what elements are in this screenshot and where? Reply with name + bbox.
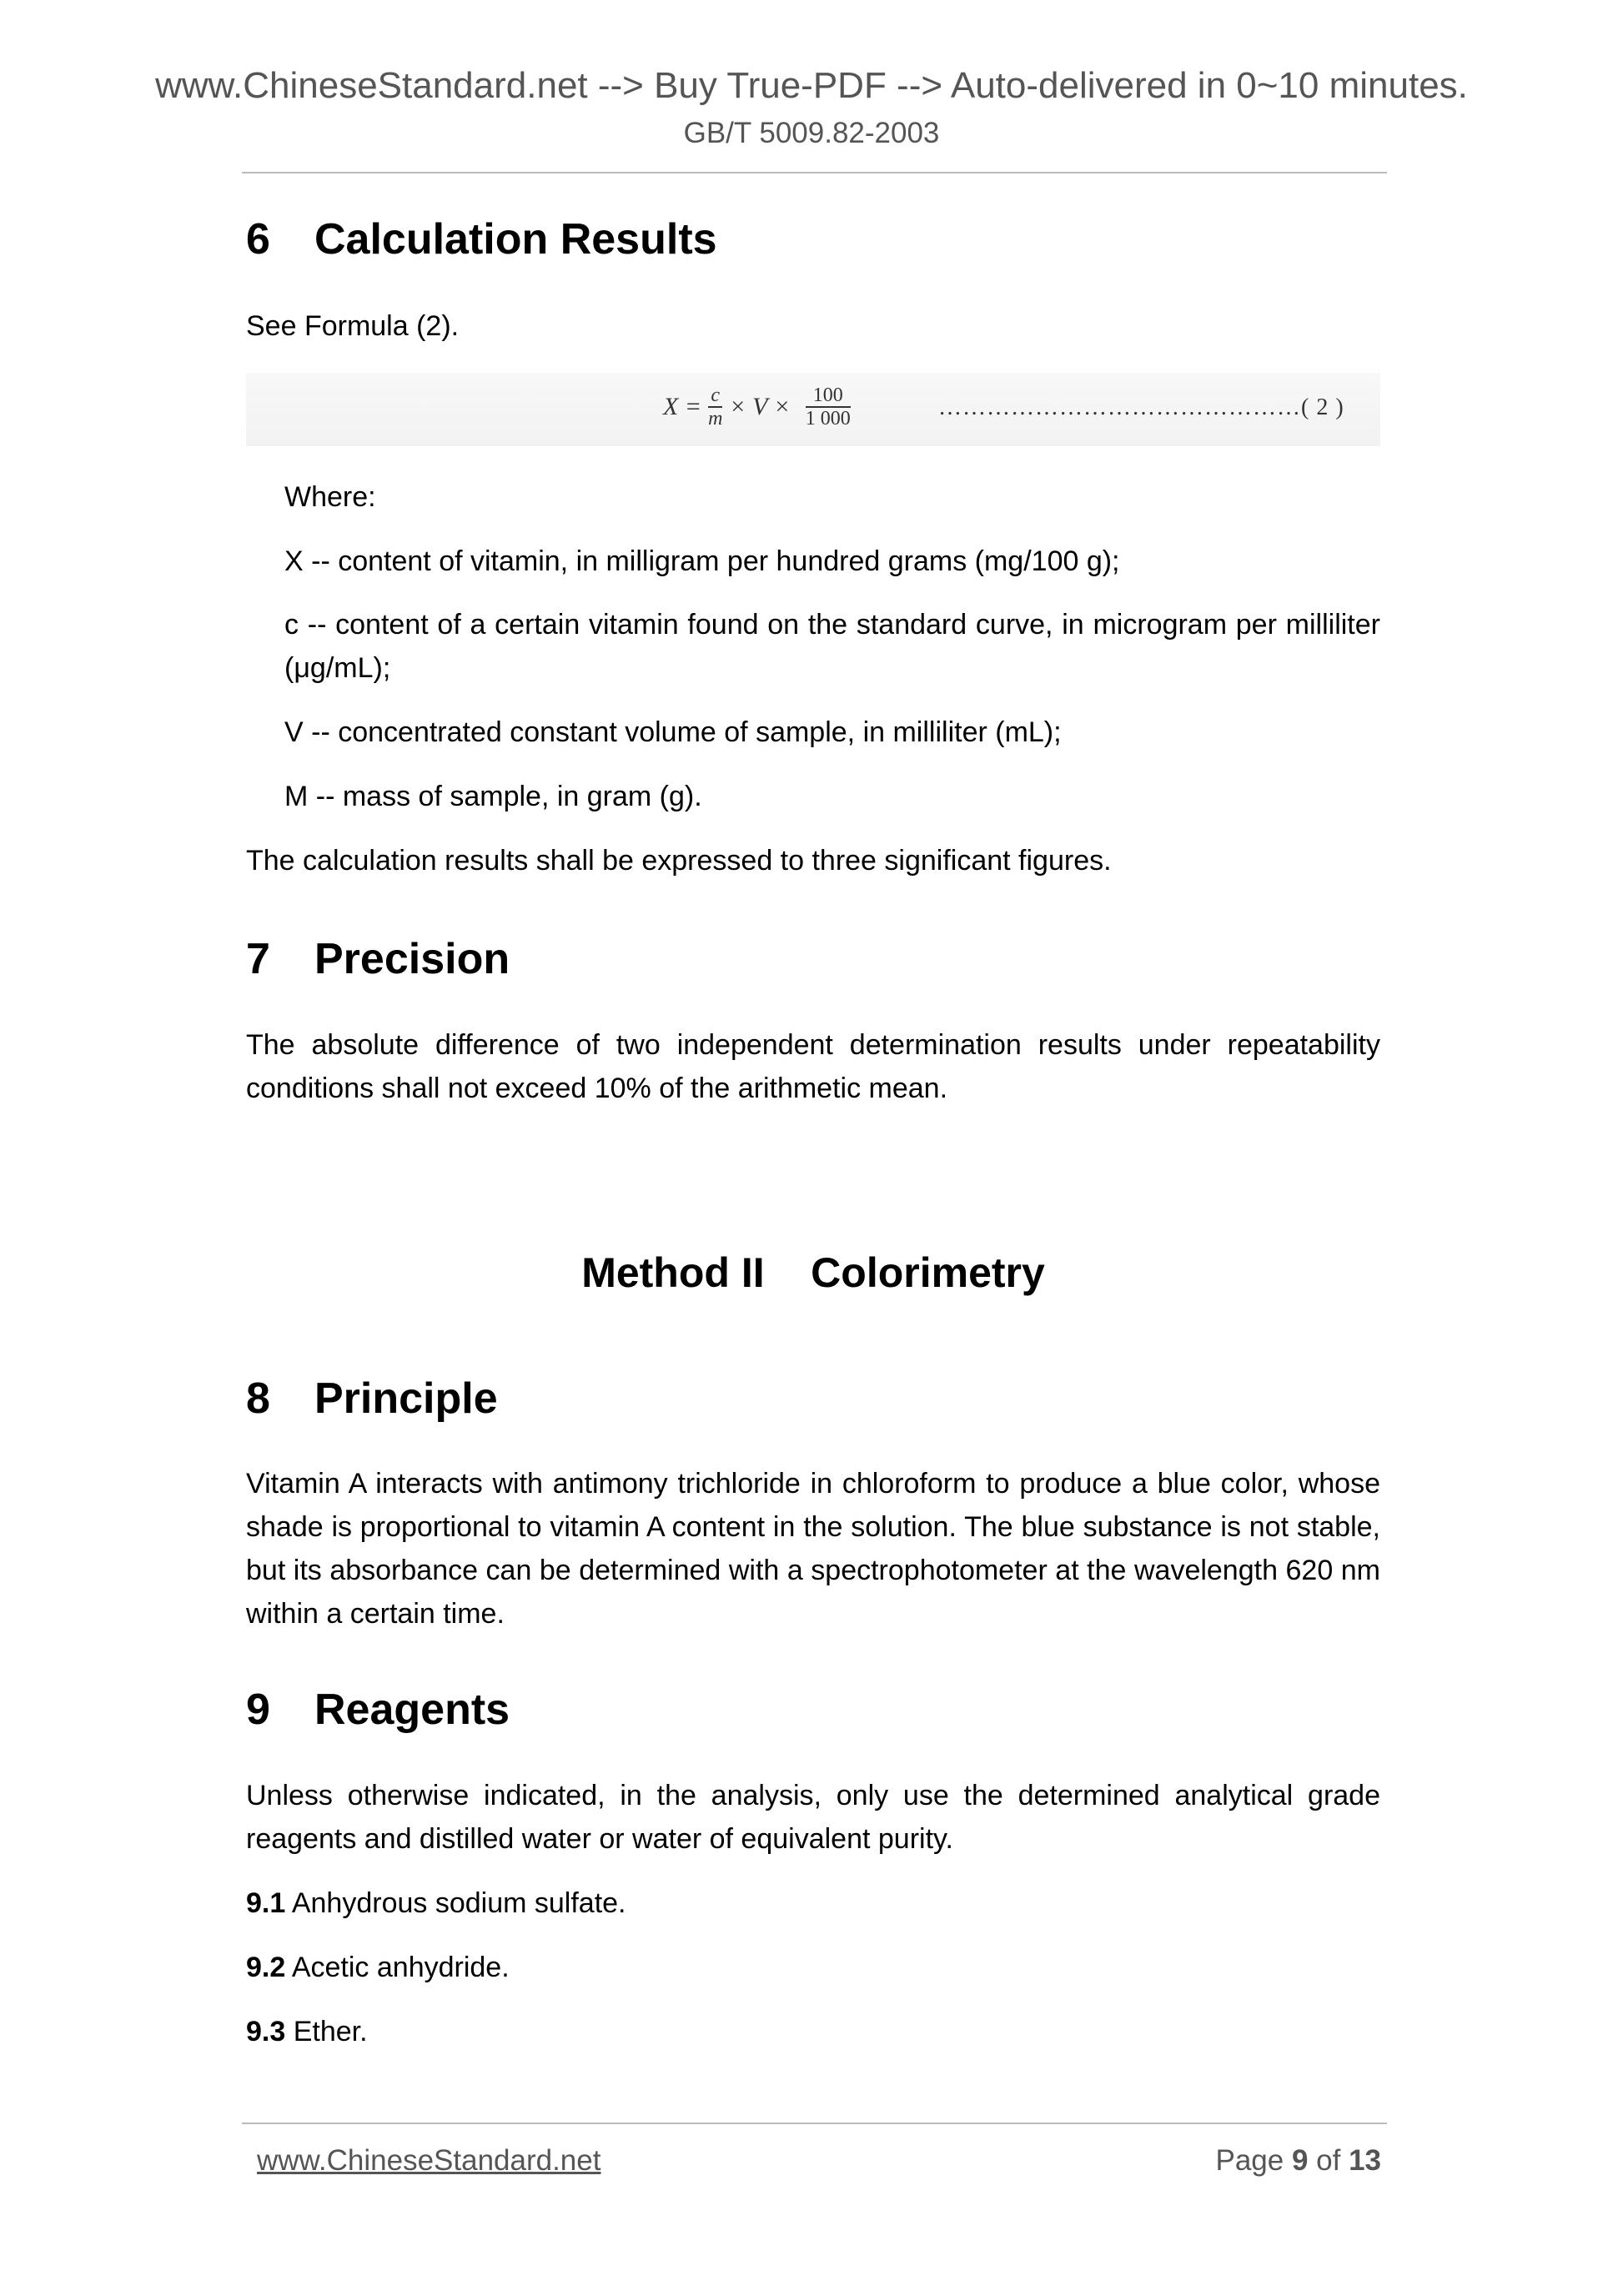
formula-leader-dots: ……………………………………… xyxy=(938,394,1301,420)
current-page: 9 xyxy=(1291,2144,1309,2177)
fraction-c-over-m xyxy=(708,384,722,430)
fraction-100-over-1000 xyxy=(806,384,851,430)
formula-multiply-v: × V × xyxy=(729,392,791,420)
definition-v: V -- concentrated constant volume of sample, in milliliter (mL); xyxy=(284,716,1062,748)
paragraph: The absolute difference of two independent determination results under repeatability conditions shall not exceed 10% of the arithmetic mean. xyxy=(246,1029,1380,1104)
footer-divider xyxy=(242,2123,1387,2124)
section-9-heading xyxy=(246,1685,510,1735)
header-divider xyxy=(242,172,1387,173)
item-number: 9.2 xyxy=(246,1952,286,1983)
method-title: Method II Colorimetry xyxy=(581,1249,1045,1296)
page-indicator xyxy=(1215,2144,1381,2178)
formula-expression xyxy=(663,384,857,430)
list-item xyxy=(246,1946,1380,1989)
fraction-denominator: m xyxy=(708,407,723,430)
total-pages: 13 xyxy=(1349,2144,1381,2177)
section-number: 6 xyxy=(246,215,270,264)
fraction-numerator: 100 xyxy=(812,384,843,406)
item-text: Ether. xyxy=(285,2016,368,2047)
paragraph: Unless otherwise indicated, in the analysis, only use the determined analytical grade reagents and distilled water or water of equivalent purity. xyxy=(246,1780,1380,1855)
list-item xyxy=(246,2010,1380,2053)
fraction-denominator: 1 000 xyxy=(805,407,851,430)
fraction-numerator: c xyxy=(711,384,721,406)
formula-2 xyxy=(246,373,1380,446)
definition-c: c -- content of a certain vitamin found on the standard curve, in microgram per milliliter (μg/mL); xyxy=(284,609,1380,684)
section-title: Calculation Results xyxy=(314,215,717,264)
definition-x: X -- content of vitamin, in milligram per hundred grams (mg/100 g); xyxy=(284,545,1120,577)
where-label: Where: xyxy=(284,481,376,513)
item-number: 9.3 xyxy=(246,2016,286,2047)
item-text: Anhydrous sodium sulfate. xyxy=(285,1887,626,1919)
item-text: Acetic anhydride. xyxy=(285,1952,510,1983)
page-of: of xyxy=(1308,2144,1349,2177)
header-standard-code: GB/T 5009.82-2003 xyxy=(683,117,940,149)
section-title: Precision xyxy=(314,935,510,983)
section-title: Reagents xyxy=(314,1686,510,1734)
paragraph: Vitamin A interacts with antimony trichloride in chloroform to produce a blue color, whose shade is proportional to vitamin A content in the solution. The blue substance is not stable, but its absorbance can be determined with a spectrophotometer at the wavelength 620 nm within a certain time. xyxy=(246,1468,1380,1630)
paragraph: The calculation results shall be expressed to three significant figures. xyxy=(246,845,1112,877)
definition-m: M -- mass of sample, in gram (g). xyxy=(284,781,702,812)
footer-site-link[interactable]: www.ChineseStandard.net xyxy=(257,2144,601,2177)
section-7-heading xyxy=(246,934,510,984)
section-6-heading xyxy=(246,214,717,264)
list-item xyxy=(246,1882,1380,1925)
section-number: 9 xyxy=(246,1686,270,1734)
page-prefix: Page xyxy=(1215,2144,1292,2177)
section-number: 8 xyxy=(246,1374,270,1423)
paragraph: See Formula (2). xyxy=(246,310,460,342)
header-site-banner[interactable]: www.ChineseStandard.net --> Buy True-PDF --> Auto-delivered in 0~10 minutes. xyxy=(155,65,1468,106)
section-title: Principle xyxy=(314,1374,498,1423)
formula-label: ( 2 ) xyxy=(1301,394,1344,420)
section-number: 7 xyxy=(246,935,270,983)
item-number: 9.1 xyxy=(246,1887,286,1919)
section-8-heading xyxy=(246,1374,498,1424)
formula-number xyxy=(938,394,1344,421)
formula-lhs: X = xyxy=(663,392,702,420)
